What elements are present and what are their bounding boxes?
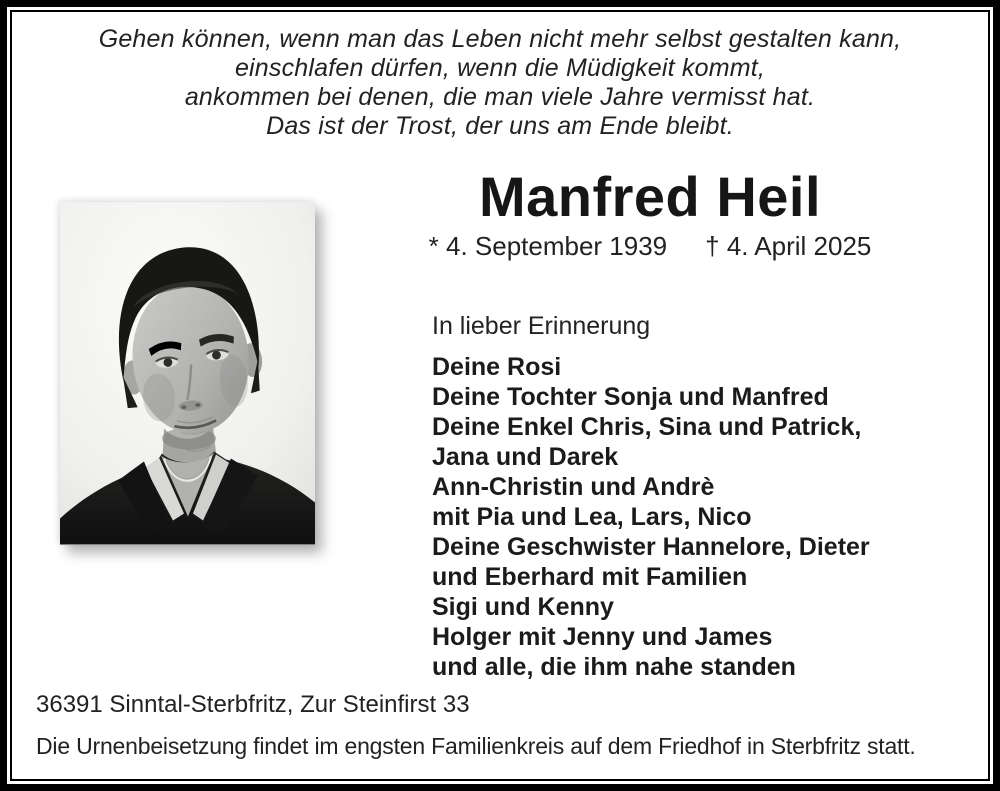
mourner-line: Deine Geschwister Hannelore, Dieter <box>432 533 870 561</box>
mourner-line: und alle, die ihm nahe standen <box>432 653 796 681</box>
mourner-line: mit Pia und Lea, Lars, Nico <box>432 503 752 531</box>
mourner-line: Sigi und Kenny <box>432 593 614 621</box>
mourner-line: Deine Rosi <box>432 353 562 381</box>
life-dates <box>428 231 872 262</box>
poem-line: Das ist der Trost, der uns am Ende bleibt. <box>266 112 734 140</box>
mourner-line: Ann-Christin und Andrè <box>432 473 715 501</box>
poem-line: ankommen bei denen, die man viele Jahre vermisst hat. <box>184 83 816 111</box>
mourner-line: und Eberhard mit Familien <box>432 563 748 591</box>
memorial-poem <box>0 25 1000 141</box>
birth-date: * 4. September 1939 <box>428 231 668 261</box>
mourner-line: Holger mit Jenny und James <box>432 623 773 651</box>
family-address: 36391 Sinntal-Sterbfritz, Zur Steinfirst 33 <box>36 691 470 718</box>
mourner-line: Deine Enkel Chris, Sina und Patrick, <box>432 413 862 441</box>
poem-line: einschlafen dürfen, wenn die Müdigkeit kommt, <box>234 54 766 82</box>
mourner-line: Deine Tochter Sonja und Manfred <box>432 383 829 411</box>
death-date: † 4. April 2025 <box>705 231 872 261</box>
mourner-line: Jana und Darek <box>432 443 619 471</box>
deceased-name: Manfred Heil <box>478 165 822 228</box>
poem-line: Gehen können, wenn man das Leben nicht mehr selbst gestalten kann, <box>98 25 902 53</box>
portrait-photo <box>60 202 315 545</box>
memorial-text-column <box>428 165 872 682</box>
memorial-intro: In lieber Erinnerung <box>432 312 651 340</box>
burial-notice: Die Urnenbeisetzung findet im engsten Familienkreis auf dem Friedhof in Sterbfritz statt. <box>36 733 916 759</box>
portrait-photo-illustration <box>60 202 315 545</box>
mourners-list <box>432 352 868 682</box>
